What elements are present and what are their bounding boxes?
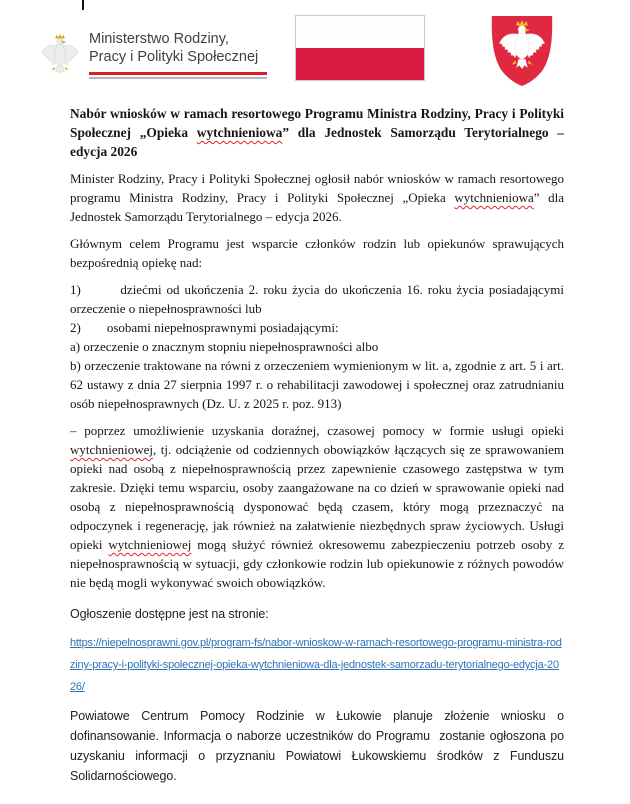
flag-red-stripe bbox=[296, 48, 424, 80]
ministry-eagle-icon bbox=[40, 26, 80, 88]
misspelled-word: wytchnieniowej bbox=[70, 442, 154, 457]
ministry-underline bbox=[89, 72, 267, 79]
paragraph-program-description bbox=[70, 421, 564, 592]
announcement-link[interactable]: https://niepelnosprawni.gov.pl/program-fs/nabor-wnioskow-w-ramach-resortowego-programu-ministra-rodziny-pracy-i-polityki-spolecznej-opieka-wytchnieniowa-dla-jednostek-samorzadu-terytorialnego-edycja-2026/ bbox=[70, 637, 562, 693]
text-segment: 2) osobami niepełnosprawnymi posiadającymi: bbox=[70, 320, 339, 335]
ministry-name-line2: Pracy i Polityki Społecznej bbox=[89, 49, 259, 65]
text-cursor bbox=[82, 0, 84, 10]
document-header bbox=[0, 0, 630, 96]
document-body bbox=[0, 96, 630, 786]
misspelled-word: wytchnieniowej bbox=[108, 537, 192, 552]
text-segment: Ogłoszenie dostępne jest na stronie: bbox=[70, 607, 269, 621]
paragraph-announcement-available bbox=[70, 604, 564, 624]
ministry-underline-gray bbox=[89, 77, 267, 79]
ministry-logo bbox=[40, 26, 267, 88]
text-segment: ” dla Jednostek Samorządu Terytorialnego – edycja 2026 bbox=[70, 125, 564, 159]
list-item-2a bbox=[70, 337, 564, 356]
misspelled-word: wytchnieniowa bbox=[196, 125, 283, 140]
text-segment: – poprzez umożliwienie uzyskania doraźnej, czasowej pomocy w formie usługi opieki bbox=[70, 423, 564, 438]
document-title bbox=[70, 104, 564, 161]
list-item-1 bbox=[70, 280, 564, 318]
eligibility-list bbox=[70, 280, 564, 413]
misspelled-word: wytchnieniowa bbox=[454, 190, 534, 205]
poland-flag-icon bbox=[295, 15, 425, 81]
ministry-name bbox=[89, 26, 267, 79]
text-segment: Głównym celem Programu jest wsparcie członków rodzin lub opiekunów sprawujących bezpośrednią opiekę nad: bbox=[70, 236, 564, 270]
flag-white-stripe bbox=[296, 16, 424, 48]
text-segment: , tj. odciążenie od codziennych obowiązków łączących się ze sprawowaniem opieki nad osobą z niepełnosprawnością przez zapewnienie czasowego zastępstwa w tym zakresie. Dzięki temu wsparciu, osoby zaangażowane na co dzień w sprawowanie opieki nad osobą z niepełnosprawnością dysponować będą czasem, który mogą przeznaczyć na odpoczynek i regenerację, jak również na załatwienie niezbędnych spraw życiowych. Usługi opieki bbox=[70, 442, 564, 552]
text-segment: 1) dziećmi od ukończenia 2. roku życia do ukończenia 16. roku życia posiadającymi orzeczenie o niepełnosprawności lub bbox=[70, 282, 564, 316]
list-item-2b bbox=[70, 356, 564, 413]
paragraph-pcpr-lukow bbox=[70, 706, 564, 786]
text-segment: Minister Rodziny, Pracy i Polityki Społecznej ogłosił nabór wniosków w ramach resortowego programu Ministra Rodziny, Pracy i Polityki Społecznej „Opieka bbox=[70, 171, 564, 205]
text-segment: mogą służyć również okresowemu zabezpieczeniu potrzeb osoby z niepełnosprawnością w sytuacji, gdy członkowie rodzin lub opiekunowie z różnych powodów nie będą mogli wykonywać swoich obowiązków. bbox=[70, 537, 564, 590]
text-segment: ” dla Jednostek Samorządu Terytorialnego – edycja 2026. bbox=[70, 190, 564, 224]
paragraph-program-goal bbox=[70, 234, 564, 272]
text-segment: Nabór wniosków w ramach resortowego Programu Ministra Rodziny, Pracy i Polityki Społecznej „Opieka bbox=[70, 106, 564, 140]
text-segment: b) orzeczenie traktowane na równi z orzeczeniem wymienionym w lit. a, zgodnie z art. 5 i art. 62 ustawy z dnia 27 sierpnia 1997 r. o rehabilitacji zawodowej i społecznej oraz zatrudnianiu osób niepełnosprawnych (Dz. U. z 2025 r. poz. 913) bbox=[70, 358, 564, 411]
announcement-link-line bbox=[70, 632, 564, 698]
text-segment: a) orzeczenie o znacznym stopniu niepełnosprawności albo bbox=[70, 339, 379, 354]
poland-coat-of-arms-icon bbox=[487, 14, 557, 88]
paragraph-announcement-intro bbox=[70, 169, 564, 226]
text-segment: Powiatowe Centrum Pomocy Rodzinie w Łukowie planuje złożenie wniosku o dofinansowanie. Informacja o naborze uczestników do Programu zostanie ogłoszona po uzyskaniu informacji o przyznaniu Powiatowi Łukowskiemu środków z Funduszu Solidarnościowego. bbox=[70, 709, 564, 783]
ministry-name-line1: Ministerstwo Rodziny, bbox=[89, 31, 229, 47]
list-item-2 bbox=[70, 318, 564, 337]
